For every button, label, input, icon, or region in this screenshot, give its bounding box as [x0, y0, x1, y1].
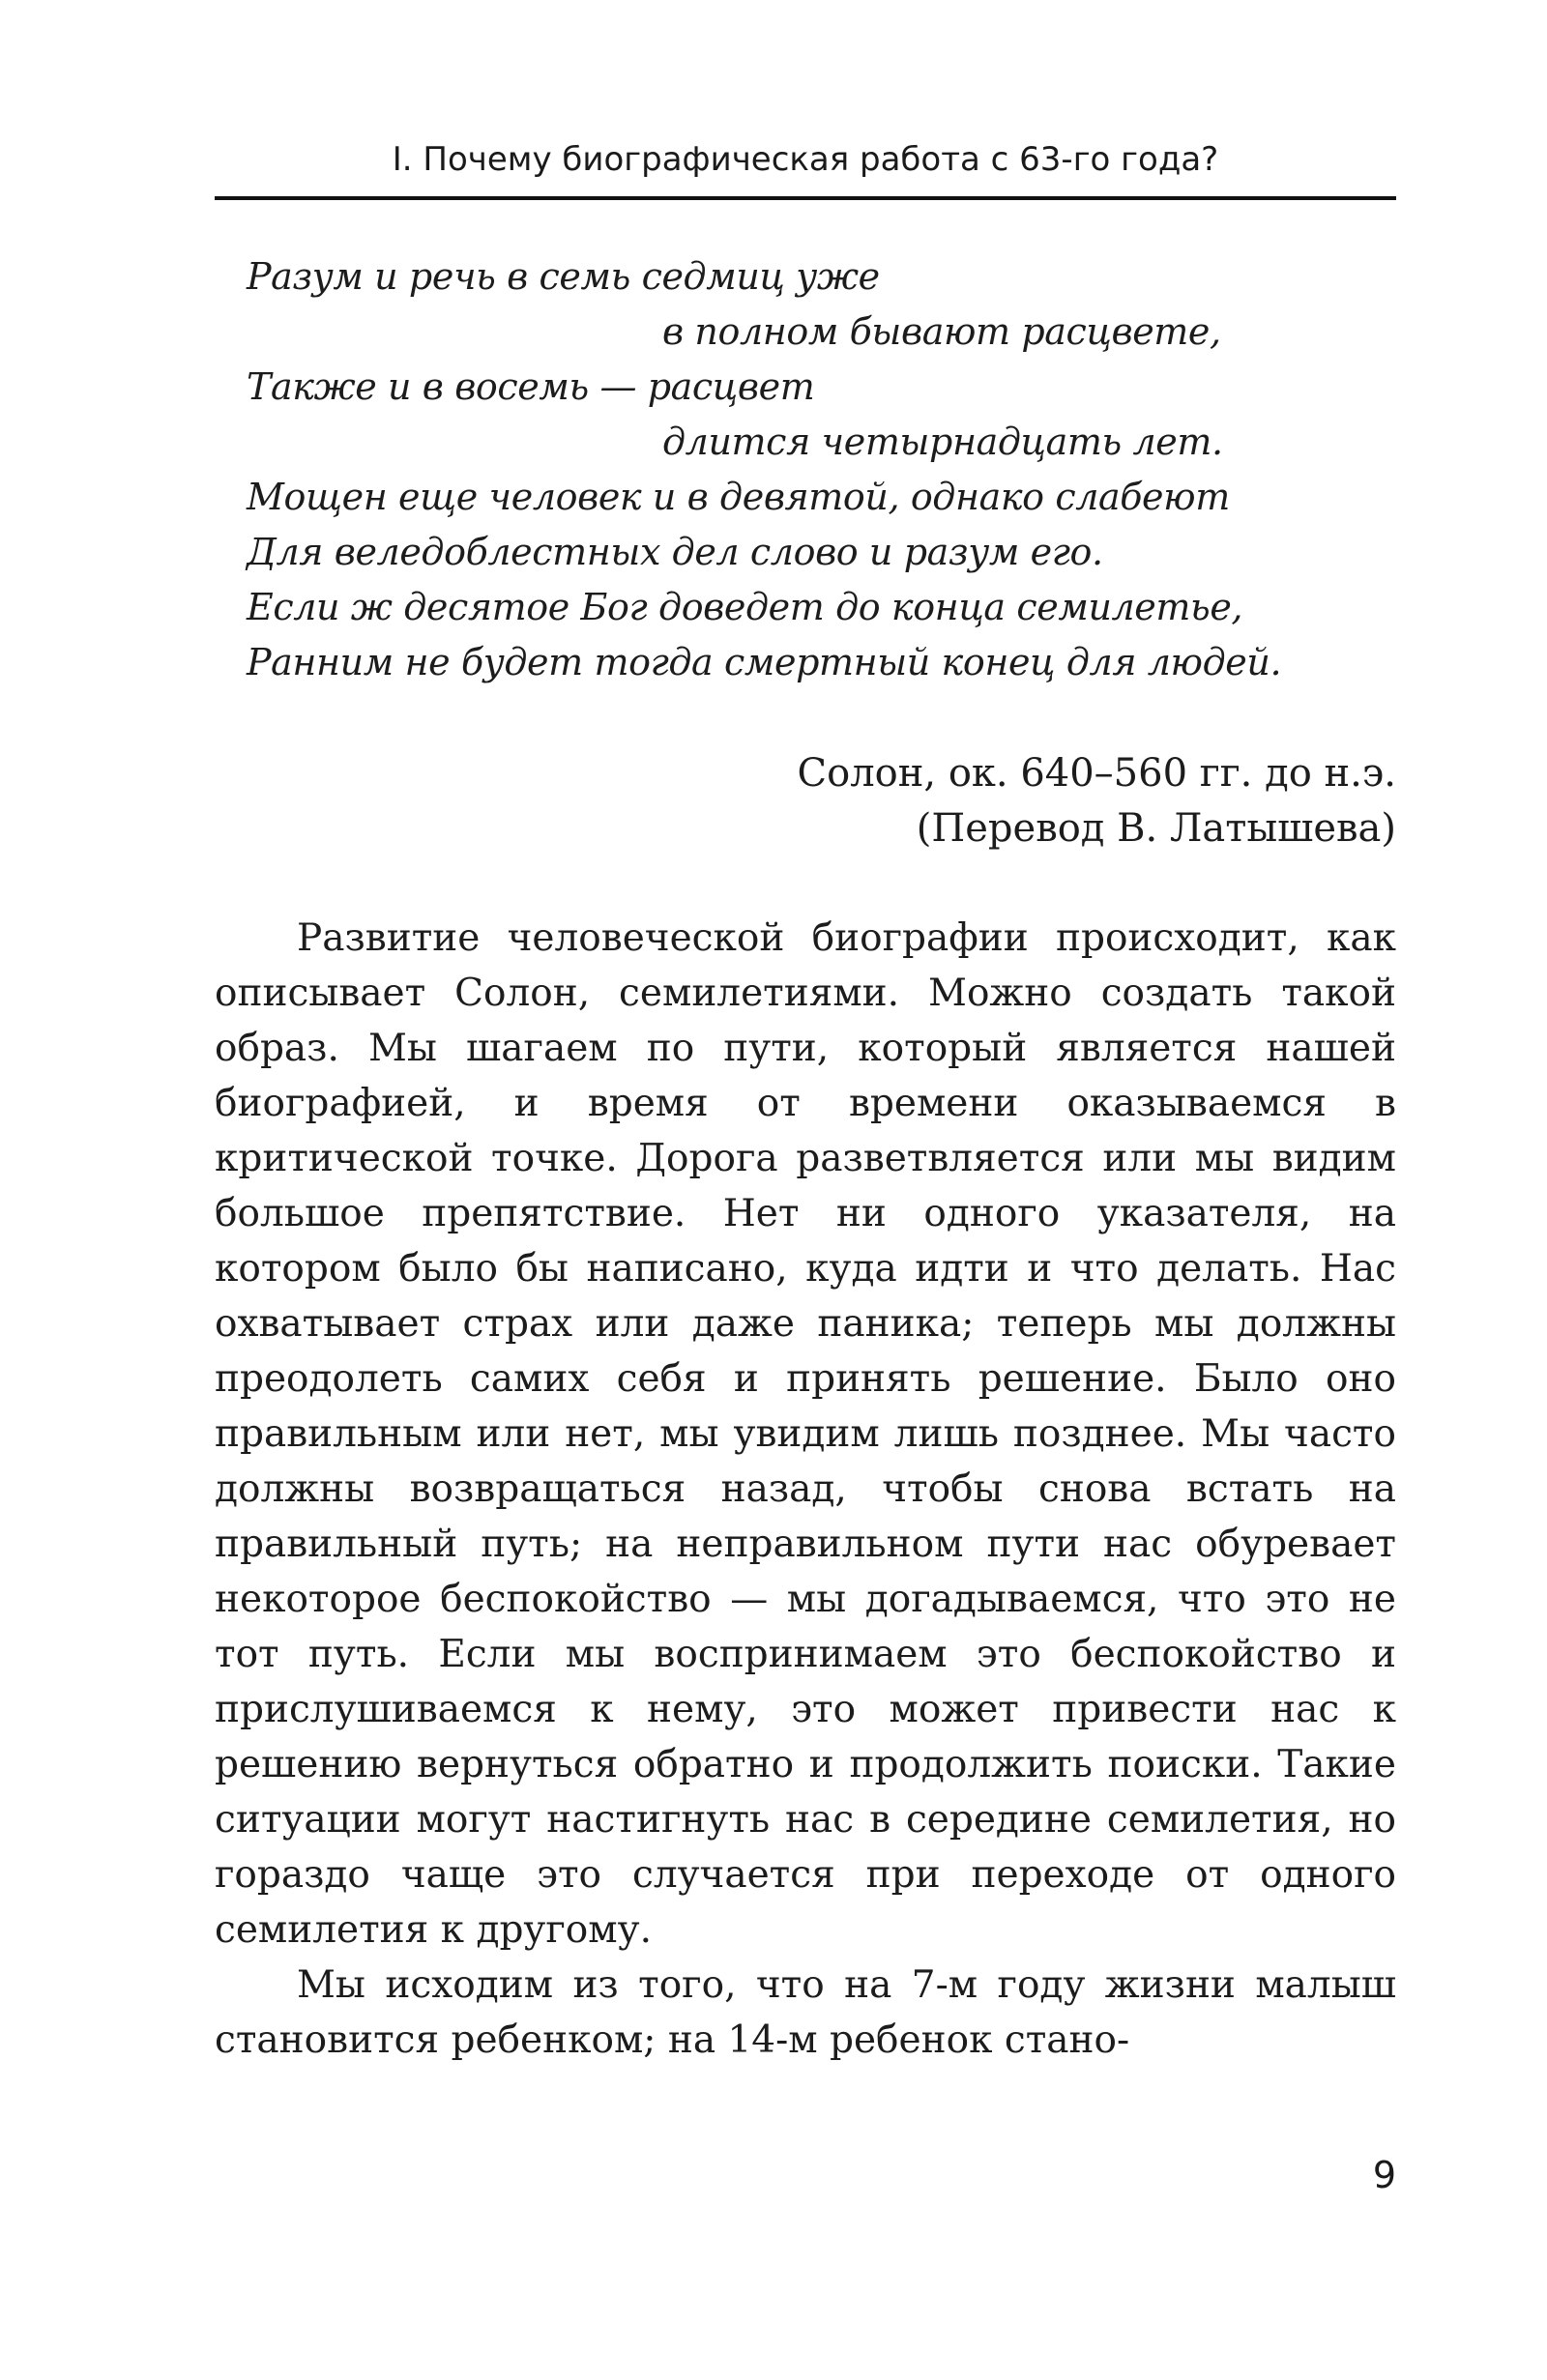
verse-line: Разум и речь в семь седмиц уже	[247, 255, 880, 298]
paragraph: Развитие человеческой биографии происходит, как описывает Солон, семилетиями. Можно создать такой образ. Мы шагаем по пути, который является нашей биографией, и время от времени оказываемся в критической точке. Дорога разветвляется или мы видим большое препятствие. Нет ни одного указателя, на котором было бы написано, куда идти и что делать. Нас охватывает страх или даже паника; теперь мы должны преодолеть самих себя и принять решение. Было оно правильным или нет, мы увидим лишь позднее. Мы часто должны возвращаться назад, чтобы снова встать на правильный путь; на неправильном пути нас обуревает некоторое беспокойство — мы догадываемся, что это не тот путь. Если мы воспринимаем это беспокойство и прислушиваемся к нему, это может привести нас к решению вернуться обратно и продолжить поиски. Такие ситуации могут настигнуть нас в середине семилетия, но гораздо чаще это случается при переходе от одного семилетия к другому.	[215, 916, 1396, 1952]
verse-line: Если ж десятое Бог доведет до конца семилетье,	[247, 586, 1243, 628]
attribution-author: Солон, ок. 640–560 гг. до н.э.	[797, 751, 1396, 796]
verse-line: Также и в восемь — расцвет	[247, 365, 815, 408]
header-rule	[215, 196, 1396, 200]
verse-line: в полном бывают расцвете,	[662, 310, 1221, 353]
verse-line: Мощен еще человек и в девятой, однако слабеют	[247, 476, 1230, 518]
attribution-translation: (Перевод В. Латышева)	[916, 806, 1396, 851]
verse-line: длится четырнадцать лет.	[662, 421, 1223, 463]
verse-line: Ранним не будет тогда смертный конец для людей.	[247, 641, 1282, 683]
page-number: 9	[1372, 2154, 1396, 2196]
verse-line: Для веледоблестных дел слово и разум его.	[247, 531, 1103, 573]
running-header: I. Почему биографическая работа с 63-го года?	[392, 140, 1219, 179]
epigraph-attribution	[215, 746, 1396, 856]
epigraph-verse	[247, 249, 1387, 690]
paragraph: Мы исходим из того, что на 7-м году жизни малыш становится ребенком; на 14-м ребенок стано-	[215, 1963, 1396, 2062]
body-text	[215, 911, 1396, 2068]
